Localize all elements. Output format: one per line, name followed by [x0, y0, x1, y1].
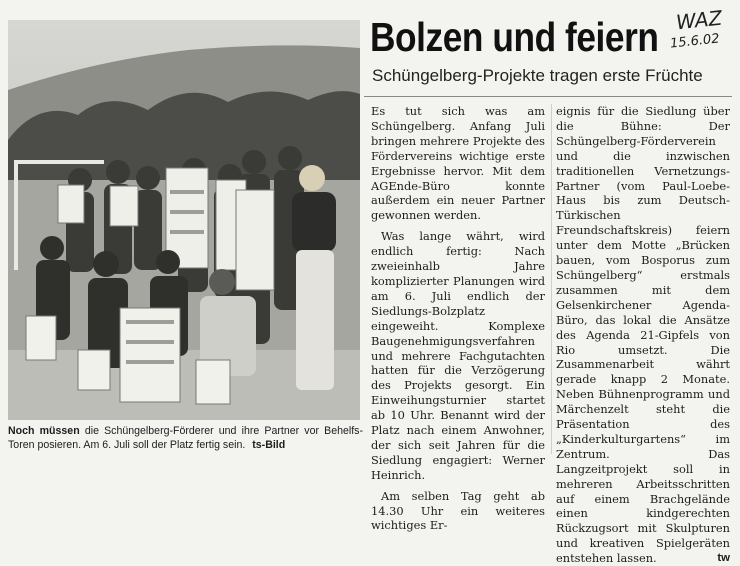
article-paragraph: Was lange währt, wird endlich fertig: Nach zweieinhalb Jahre komplizierter Planungen wird am 6. Juli endlich der Siedlungs-Bolzplatz eingeweiht. Komplexe Baugenehmigungsverfahren und mehrere Fachgutachten hatten für die Verzögerung des Projekts gesorgt. Ein Einweihungsturnier startet ab 10 Uhr. Benannt wird der Platz nach einem Anwohner, der sich seit Jahren für die Siedlung engagiert: Werner Heinrich. — [371, 229, 545, 482]
article-column-2 — [556, 104, 730, 566]
stamp-source: WAZ — [674, 5, 724, 35]
caption-lead: Noch müssen — [8, 425, 80, 437]
article-paragraph-text: eignis für die Siedlung über die Bühne: Der Schüngelberg-Förderverein und die inzwischen traditionellen Vernetzungs-Partner (vom Paul-Loebe-Haus bis zum Deutsch-Türkischen Freundschaftskreis) feiern unter dem Motte „Brücken bauen, vom Bosporus zum Schüngelberg“ erstmals zusammen mit dem Gelsenkirchener Agenda-Büro, das lokal die Ansätze des Agenda 21-Gipfels von Rio umsetzt. Die Zusammenarbeit währt gerade knapp 2 Monate. Neben Bühnenprogramm und Märchenzelt steht die Präsentation des „Kinderkulturgartens“ im Zentrum. Das Langzeitprojekt soll in mehreren Arbeitsschritten auf einem Brachgelände einen kindgerechten Rückzugsort mit Skulpturen und kreativen Spielgeräten entstehen lassen. — [556, 104, 730, 566]
handwritten-source-stamp — [668, 5, 732, 58]
article-column-1 — [371, 104, 545, 533]
group-photo — [8, 20, 360, 420]
photo-illustration — [8, 20, 360, 420]
headline: Bolzen und feiern — [370, 14, 659, 60]
photo-credit: ts-Bild — [252, 439, 286, 451]
caption-text: die Schüngelberg-Förderer und ihre Partner vor Behelfs-Toren posieren. Am 6. Juli soll der Platz fertig sein. — [8, 425, 364, 451]
article-paragraph — [556, 104, 730, 566]
column-divider — [551, 104, 552, 454]
divider — [364, 96, 732, 97]
article-paragraph: Am selben Tag geht ab 14.30 Uhr ein weiteres wichtiges Er- — [371, 488, 545, 533]
photo-caption — [8, 424, 363, 452]
article-paragraph: Es tut sich was am Schüngelberg. Anfang Juli bringen mehrere Projekte des Fördervereins wichtige erste Ergebnisse hervor. Mit dem AGEnde-Büro konnte außerdem ein neuer Partner gewonnen werden. — [371, 104, 545, 223]
stamp-date: 15.6.02 — [669, 31, 721, 52]
author-signature: tw — [717, 552, 730, 565]
subheadline: Schüngelberg-Projekte tragen erste Früchte — [372, 66, 703, 85]
